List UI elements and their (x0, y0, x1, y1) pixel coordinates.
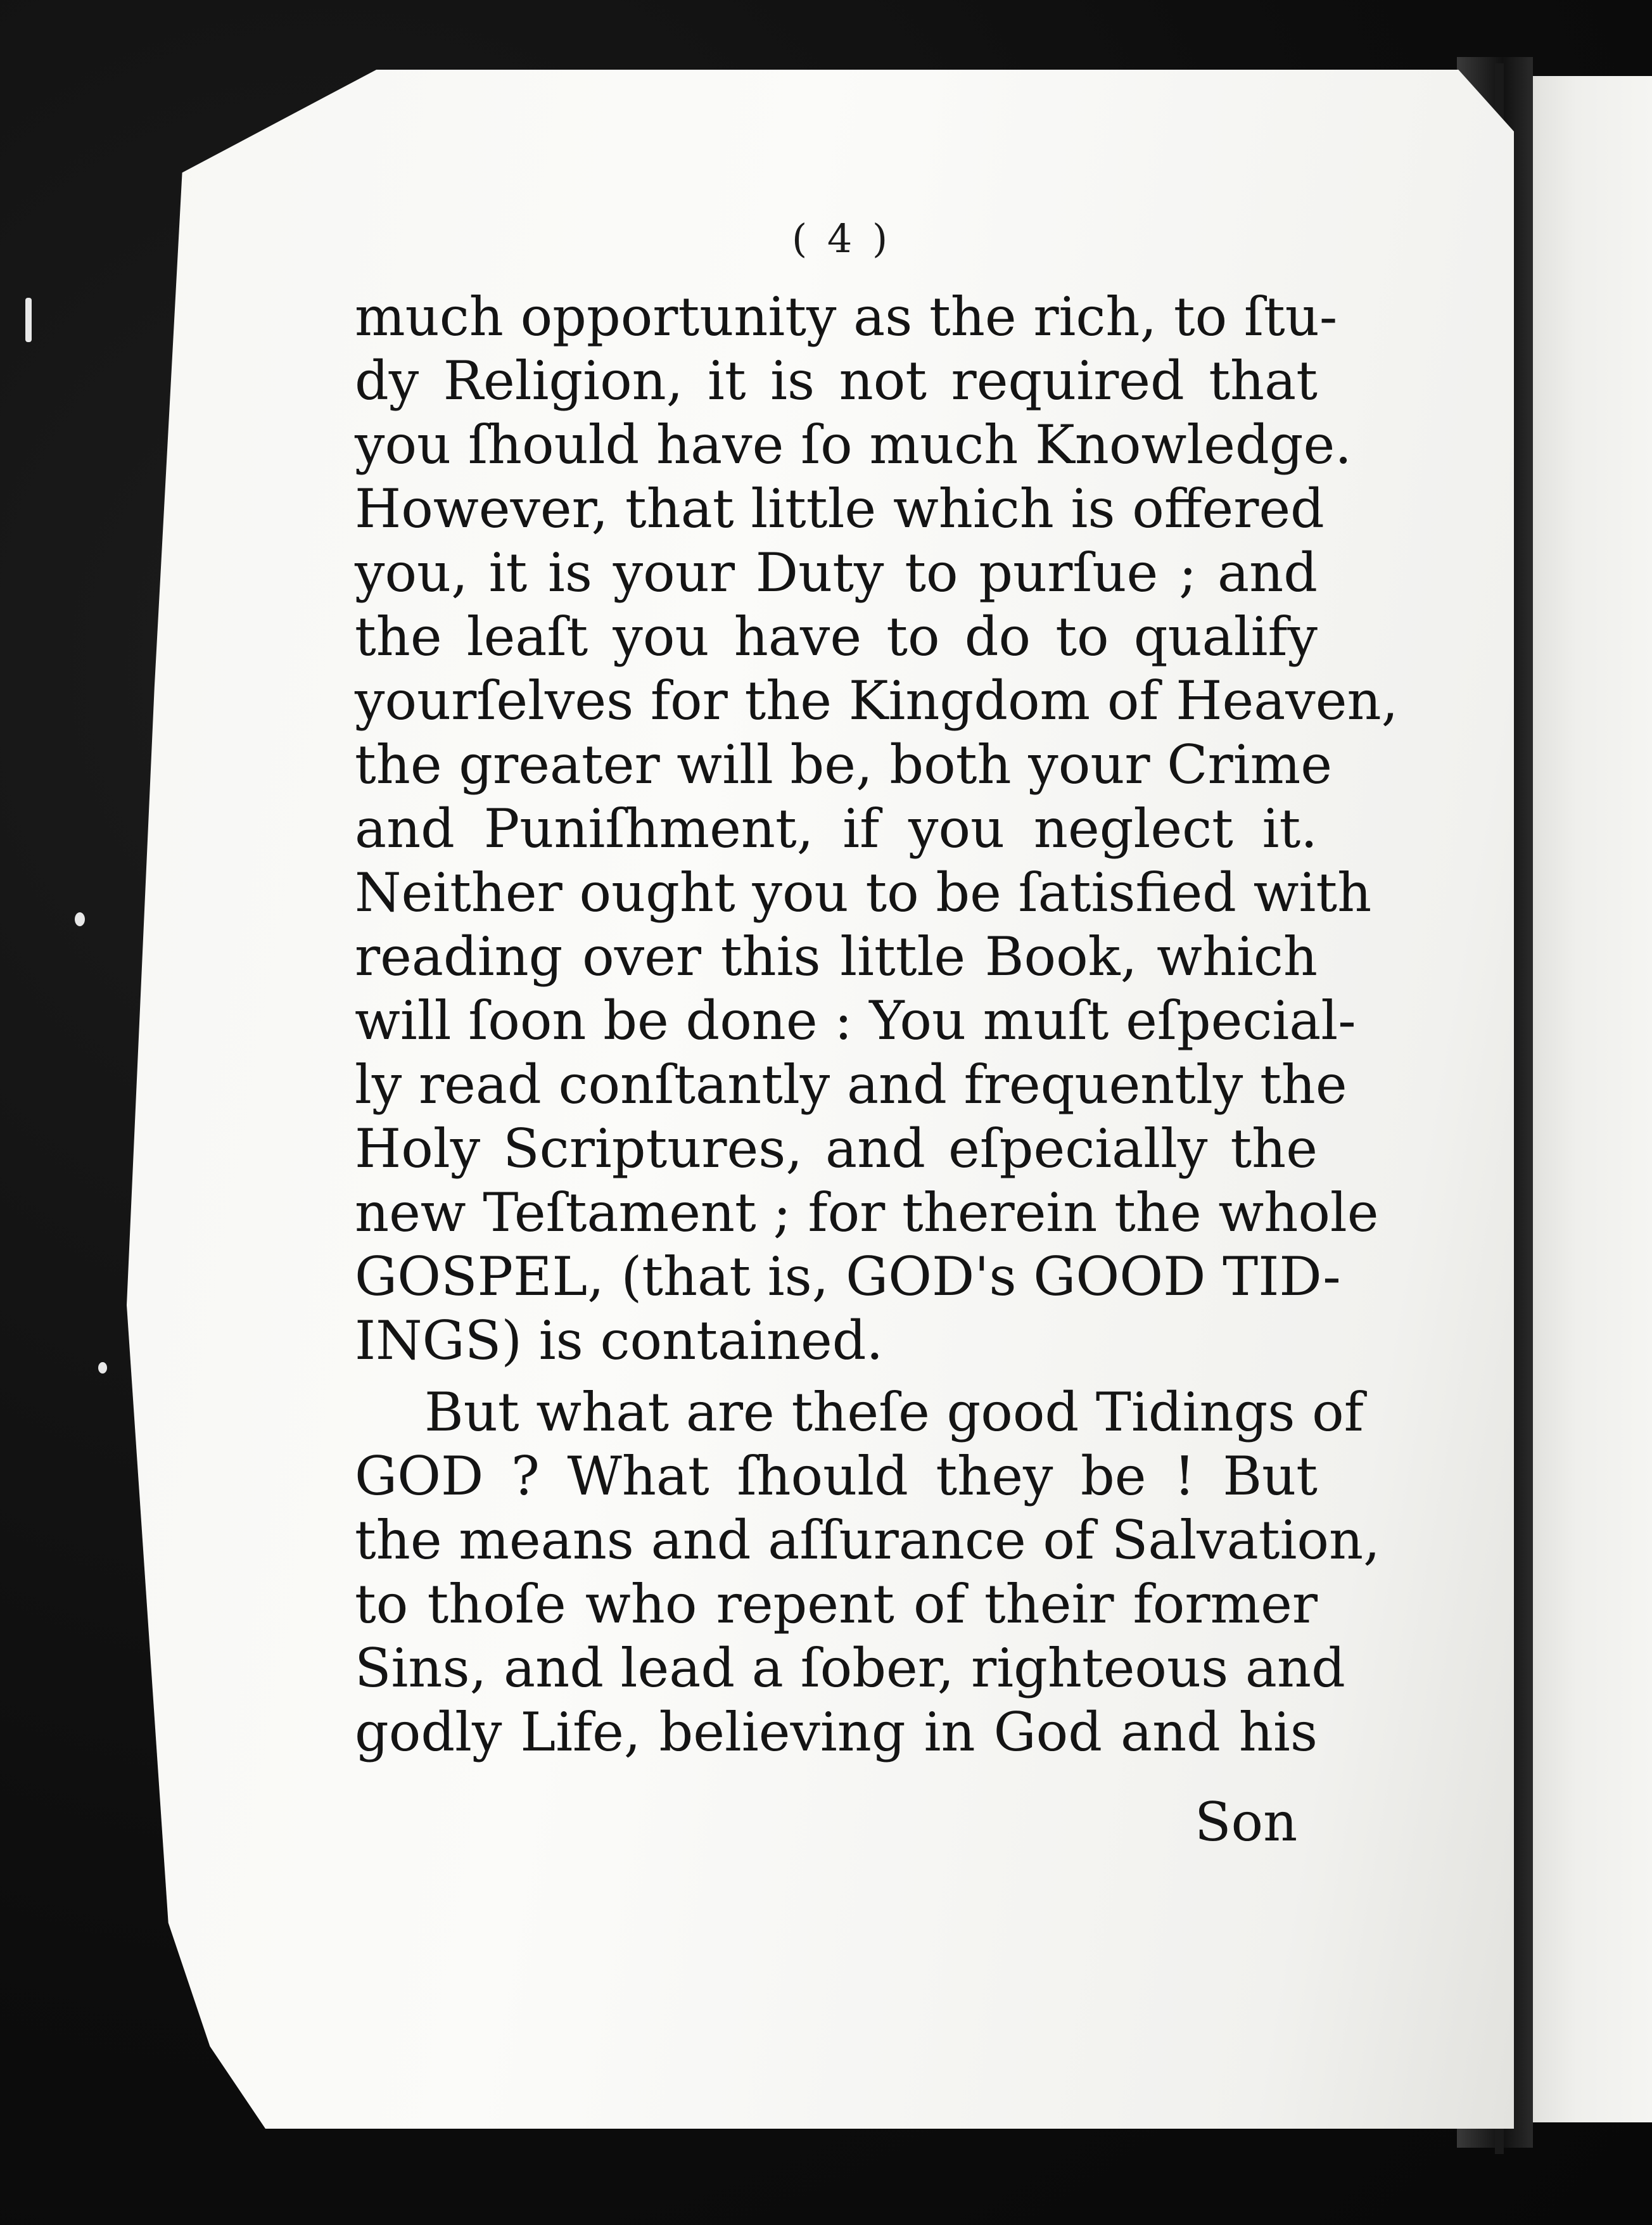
speck-mark (75, 912, 85, 926)
text-line: Neither ought you to be ſatisfied with (355, 862, 1372, 924)
text-line: the leaſt you have to do to qualify (355, 606, 1318, 668)
text-line: will ſoon be done : You muſt eſpecial- (355, 990, 1356, 1052)
paragraph-gap (355, 1373, 1318, 1380)
page-number: ( 4 ) (792, 215, 892, 262)
text-line: GOD ? What ſhould they be ! But (355, 1445, 1318, 1507)
text-line: Sins, and lead a ſober, righteous and (355, 1637, 1345, 1699)
text-line: the means and aſſurance of Salvation, (355, 1509, 1380, 1571)
catchword: Son (1195, 1791, 1298, 1853)
text-line: But what are theſe good Tidings of (424, 1381, 1364, 1443)
text-line: and Puniſhment, if you neglect it. (355, 798, 1318, 860)
paragraph-1 (355, 285, 1399, 1373)
paragraph-2 (355, 1380, 1380, 1764)
text-line: you ſhould have ſo much Knowledge. (355, 414, 1352, 476)
text-line: GOSPEL, (that is, GOD's GOOD TID- (355, 1246, 1341, 1308)
text-line: godly Life, believing in God and his (355, 1701, 1318, 1763)
text-line: reading over this little Book, which (355, 926, 1318, 988)
text-line: new Teſtament ; for therein the whole (355, 1182, 1379, 1244)
text-line: much opportunity as the rich, to ſtu- (355, 286, 1338, 348)
text-line: INGS) is contained. (355, 1310, 884, 1372)
text-line: the greater will be, both your Crime (355, 734, 1332, 796)
speck-mark (25, 298, 32, 342)
text-line: you, it is your Duty to purſue ; and (355, 542, 1318, 604)
text-line: However, that little which is offered (355, 478, 1325, 540)
speck-mark (98, 1362, 107, 1374)
text-line: Holy Scriptures, and eſpecially the (355, 1118, 1318, 1180)
body-text (355, 285, 1399, 1764)
text-line: ly read conſtantly and frequently the (355, 1054, 1347, 1116)
text-line: dy Religion, it is not required that (355, 350, 1318, 412)
text-line: to thoſe who repent of their former (355, 1573, 1318, 1635)
text-line: yourſelves for the Kingdom of Heaven, (355, 670, 1399, 732)
